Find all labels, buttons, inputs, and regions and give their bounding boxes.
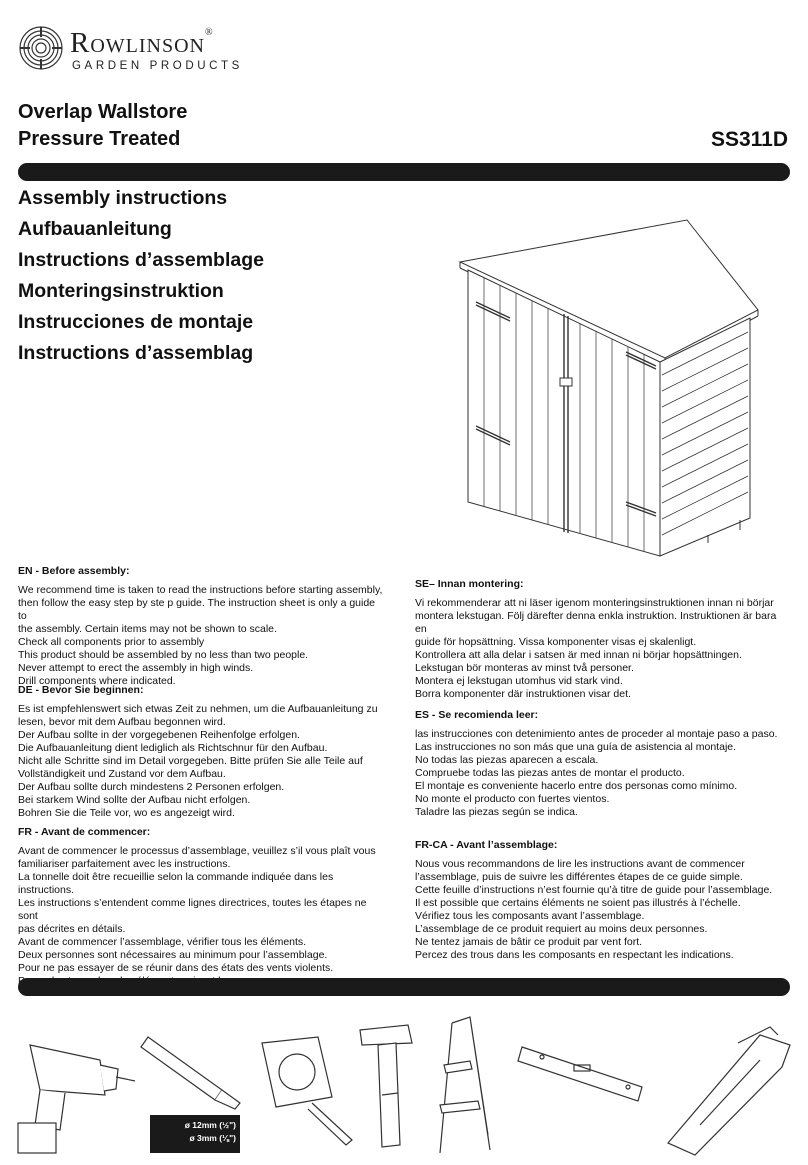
text-line: Cette feuille d’instructions n’est fournie qu’à titre de guide pour l’assemblage. bbox=[415, 884, 773, 896]
text-line: Bohren Sie die Teile vor, wo es angezeigt wird. bbox=[18, 807, 235, 819]
text-line: Deux personnes sont nécessaires au minimum pour l’assemblage. bbox=[18, 949, 328, 961]
section-fr-title: FR - Avant de commencer: bbox=[18, 826, 151, 838]
divider-bar-top bbox=[18, 163, 790, 181]
section-es-title: ES - Se recomienda leer: bbox=[415, 709, 539, 721]
text-line: Never attempt to erect the assembly in high winds. bbox=[18, 662, 254, 674]
text-line: Der Aufbau sollte durch mindestens 2 Personen erfolgen. bbox=[18, 781, 285, 793]
text-line: No monte el producto con fuertes vientos. bbox=[415, 793, 610, 805]
drill-bit-size-3mm: ø 3mm (⅛") bbox=[189, 1133, 236, 1143]
heading-es: Instrucciones de montaje bbox=[18, 311, 254, 333]
text-line: Die Aufbauanleitung dient lediglich als Richtschnur für den Aufbau. bbox=[18, 742, 328, 754]
text-line: Check all components prior to assembly bbox=[18, 636, 205, 648]
text-line: No todas las piezas aparecen a escala. bbox=[415, 754, 599, 766]
shed-illustration bbox=[440, 210, 788, 580]
hammer-icon bbox=[360, 1025, 412, 1147]
text-line: Lekstugan bör monteras av minst två personer. bbox=[415, 662, 634, 674]
text-line: Nicht alle Schritte sind im Detail vorgegeben. Bitte prüfen Sie alle Teile auf bbox=[18, 755, 363, 767]
tape-measure-icon bbox=[262, 1037, 352, 1145]
text-line: Ne tentez jamais de bâtir ce produit par vent fort. bbox=[415, 936, 643, 948]
text-line: We recommend time is taken to read the instructions before starting assembly, bbox=[18, 584, 383, 596]
heading-fr: Instructions d’assemblage bbox=[18, 249, 264, 271]
heading-se: Monteringsinstruktion bbox=[18, 280, 224, 302]
text-line: This product should be assembled by no less than two people. bbox=[18, 649, 309, 661]
text-line: las instrucciones con detenimiento antes de proceder al montaje paso a paso. bbox=[415, 728, 778, 740]
section-de bbox=[18, 684, 386, 820]
heading-en: Assembly instructions bbox=[18, 187, 228, 209]
brand-name-text: Rowlinson bbox=[70, 27, 205, 59]
section-en-body bbox=[18, 584, 386, 688]
text-line: familiariser parfaitement avec les instructions. bbox=[18, 858, 231, 870]
tools-illustration bbox=[0, 1005, 808, 1165]
text-line: Taladre las piezas según se indica. bbox=[415, 806, 578, 818]
text-line: Avant de commencer l’assemblage, vérifier tous les éléments. bbox=[18, 936, 307, 948]
text-line: Vérifiez tous les composants avant l’assemblage. bbox=[415, 910, 645, 922]
text-line: Percez des trous dans les composants en respectant les indications. bbox=[415, 949, 734, 961]
text-line: Es ist empfehlenswert sich etwas Zeit zu nehmen, um die Aufbauanleitung zu bbox=[18, 703, 378, 715]
text-line: Der Aufbau sollte in der vorgegebenen Reihenfolge erfolgen. bbox=[18, 729, 300, 741]
product-code: SS311D bbox=[710, 128, 788, 151]
text-line: Avant de commencer le processus d’assemblage, veuillez s’il vous plaît vous bbox=[18, 845, 376, 857]
section-de-title: DE - Bevor Sie beginnen: bbox=[18, 684, 144, 696]
utility-knife-icon bbox=[668, 1027, 790, 1155]
text-line: Drill components where indicated. bbox=[18, 675, 176, 687]
text-line: La tonnelle doit être recueillie selon la commande indiquée dans les instructions. bbox=[18, 871, 334, 896]
text-line: the assembly. Certain items may not be shown to scale. bbox=[18, 623, 277, 635]
text-line: L’assemblage de ce produit requiert au moins deux personnes. bbox=[415, 923, 708, 935]
section-en bbox=[18, 565, 386, 688]
section-frca bbox=[415, 839, 790, 962]
text-line: Nous vous recommandons de lire les instructions avant de commencer bbox=[415, 858, 745, 870]
text-line: Vi rekommenderar att ni läser igenom monteringsinstruktionen innan ni börjar bbox=[415, 597, 774, 609]
section-frca-title: FR-CA - Avant l’assemblage: bbox=[415, 839, 558, 851]
text-line: Las instrucciones no son más que una guía de asistencia al montaje. bbox=[415, 741, 737, 753]
product-title-line2: Pressure Treated bbox=[18, 128, 181, 150]
section-frca-body bbox=[415, 858, 790, 962]
text-line: then follow the easy step by ste p guide. The instruction sheet is only a guide to bbox=[18, 597, 376, 622]
section-fr-body bbox=[18, 845, 386, 988]
section-se bbox=[415, 578, 790, 701]
text-line: Montera ej lekstugan utomhus vid stark vind. bbox=[415, 675, 623, 687]
text-line: Vollständigkeit und Zustand vor dem Aufbau. bbox=[18, 768, 226, 780]
section-de-body bbox=[18, 703, 386, 820]
drill-bit-size-12mm: ø 12mm (½") bbox=[184, 1120, 236, 1130]
registered-mark: ® bbox=[205, 27, 214, 38]
text-line: Kontrollera att alla delar i satsen är med innan ni börjar hopsättningen. bbox=[415, 649, 742, 661]
section-fr bbox=[18, 826, 386, 988]
section-en-title: EN - Before assembly: bbox=[18, 565, 130, 577]
text-line: Pour ne pas essayer de se réunir dans des états des vents violents. bbox=[18, 962, 334, 974]
spirit-level-icon bbox=[518, 1047, 642, 1101]
text-line: l’assemblage, puis de suivre les différentes étapes de ce guide simple. bbox=[415, 871, 743, 883]
heading-de: Aufbauanleitung bbox=[18, 218, 172, 240]
text-line: Les instructions s’entendent comme lignes directrices, toutes les étapes ne sont bbox=[18, 897, 367, 922]
text-line: Borra komponenter där instruktionen visar det. bbox=[415, 688, 631, 700]
brand-name bbox=[70, 27, 214, 60]
product-title-line1: Overlap Wallstore bbox=[18, 101, 188, 123]
divider-bar-bottom bbox=[18, 978, 790, 996]
text-line: Compruebe todas las piezas antes de montar el producto. bbox=[415, 767, 685, 779]
text-line: El montaje es conveniente hacerlo entre dos personas como mínimo. bbox=[415, 780, 738, 792]
text-line: Il est possible que certains éléments ne soient pas illustrés à l’échelle. bbox=[415, 897, 741, 909]
step-ladder-icon bbox=[440, 1017, 490, 1153]
section-es-body bbox=[415, 728, 790, 819]
rowlinson-logo-icon bbox=[18, 25, 64, 71]
drill-icon bbox=[18, 1045, 135, 1153]
brand-subtitle: GARDEN PRODUCTS bbox=[72, 60, 243, 72]
text-line: guide för hopsättning. Vissa komponenter visas ej skalenligt. bbox=[415, 636, 697, 648]
text-line: montera lekstugan. Följ därefter denna enkla instruktion. Instruktionen är bara en bbox=[415, 610, 777, 635]
heading-frca: Instructions d’assemblag bbox=[18, 342, 254, 364]
section-se-body bbox=[415, 597, 790, 701]
text-line: lesen, bevor mit dem Aufbau begonnen wird. bbox=[18, 716, 226, 728]
section-es bbox=[415, 709, 790, 819]
section-se-title: SE– Innan montering: bbox=[415, 578, 524, 590]
text-line: Bei starkem Wind sollte der Aufbau nicht erfolgen. bbox=[18, 794, 251, 806]
text-line: pas décrites en détails. bbox=[18, 923, 126, 935]
